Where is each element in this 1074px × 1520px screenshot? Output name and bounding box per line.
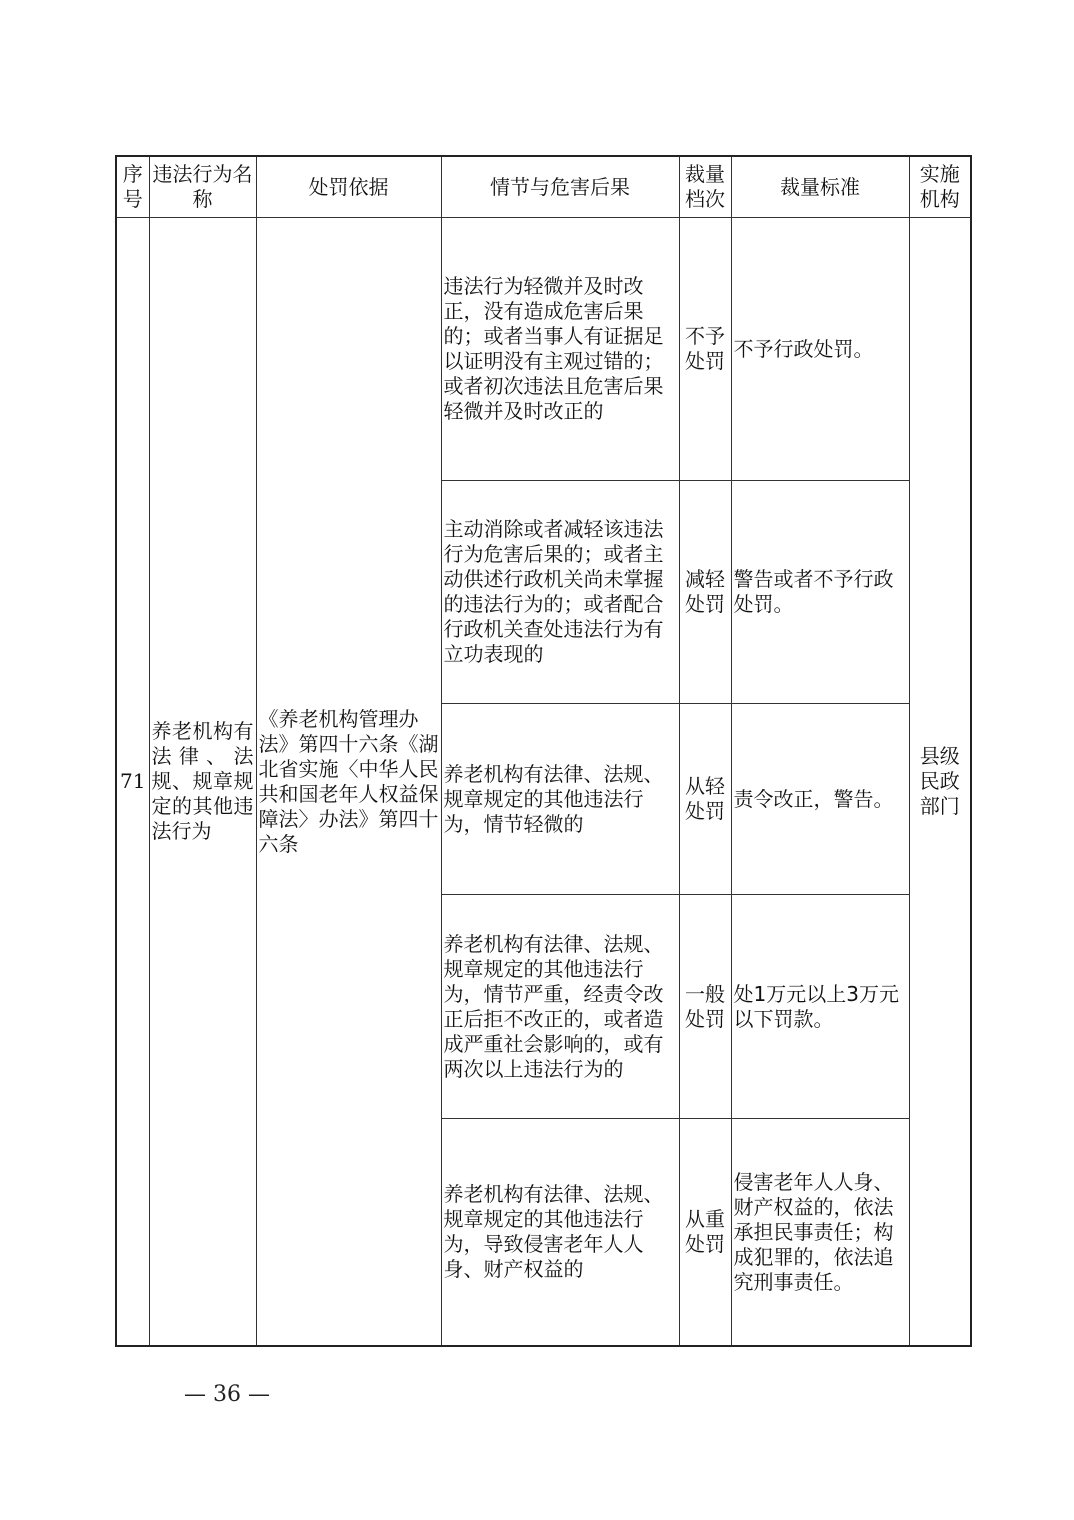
- circumstance-cell: 主动消除或者减轻该违法行为危害后果的；或者主动供述行政机关尚未掌握的违法行为的；或者配合行政机关查处违法行为有立功表现的: [441, 481, 679, 704]
- record-agency: 县级民政部门: [909, 218, 971, 1347]
- page-number: — 36 —: [184, 1382, 270, 1407]
- standard-cell: 警告或者不予行政处罚。: [731, 481, 909, 704]
- level-cell: 一般处罚: [679, 895, 731, 1119]
- circumstance-cell: 养老机构有法律、法规、规章规定的其他违法行为，情节轻微的: [441, 704, 679, 895]
- circumstance-cell: 违法行为轻微并及时改正，没有造成危害后果的；或者当事人有证据足以证明没有主观过错的；或者初次违法且危害后果轻微并及时改正的: [441, 218, 679, 481]
- record-seq: 71: [116, 218, 149, 1347]
- standard-cell: 不予行政处罚。: [731, 218, 909, 481]
- header-seq: 序号: [116, 156, 149, 218]
- standard-cell: 侵害老年人人身、财产权益的，依法承担民事责任；构成犯罪的，依法追究刑事责任。: [731, 1119, 909, 1346]
- header-agency: 实施机构: [909, 156, 971, 218]
- level-cell: 从轻处罚: [679, 704, 731, 895]
- header-level: 裁量档次: [679, 156, 731, 218]
- circumstance-cell: 养老机构有法律、法规、规章规定的其他违法行为，导致侵害老年人人身、财产权益的: [441, 1119, 679, 1346]
- table-row: [116, 218, 971, 481]
- level-cell: 不予处罚: [679, 218, 731, 481]
- header-circumstance: 情节与危害后果: [441, 156, 679, 218]
- header-standard: 裁量标准: [731, 156, 909, 218]
- standard-cell: 责令改正，警告。: [731, 704, 909, 895]
- level-cell: 从重处罚: [679, 1119, 731, 1346]
- record-basis: 《养老机构管理办法》第四十六条《湖北省实施〈中华人民共和国老年人权益保障法〉办法》第四十六条: [256, 218, 441, 1347]
- header-name: 违法行为名称: [149, 156, 256, 218]
- circumstance-cell: 养老机构有法律、法规、规章规定的其他违法行为，情节严重，经责令改正后拒不改正的，或者造成严重社会影响的，或有两次以上违法行为的: [441, 895, 679, 1119]
- header-row: [116, 156, 971, 218]
- level-cell: 减轻处罚: [679, 481, 731, 704]
- standard-cell: 处1万元以上3万元以下罚款。: [731, 895, 909, 1119]
- record-name: 养老机构有法律、法规、规章规定的其他违法行为: [149, 218, 256, 1347]
- header-basis: 处罚依据: [256, 156, 441, 218]
- discretion-table: [115, 155, 972, 1347]
